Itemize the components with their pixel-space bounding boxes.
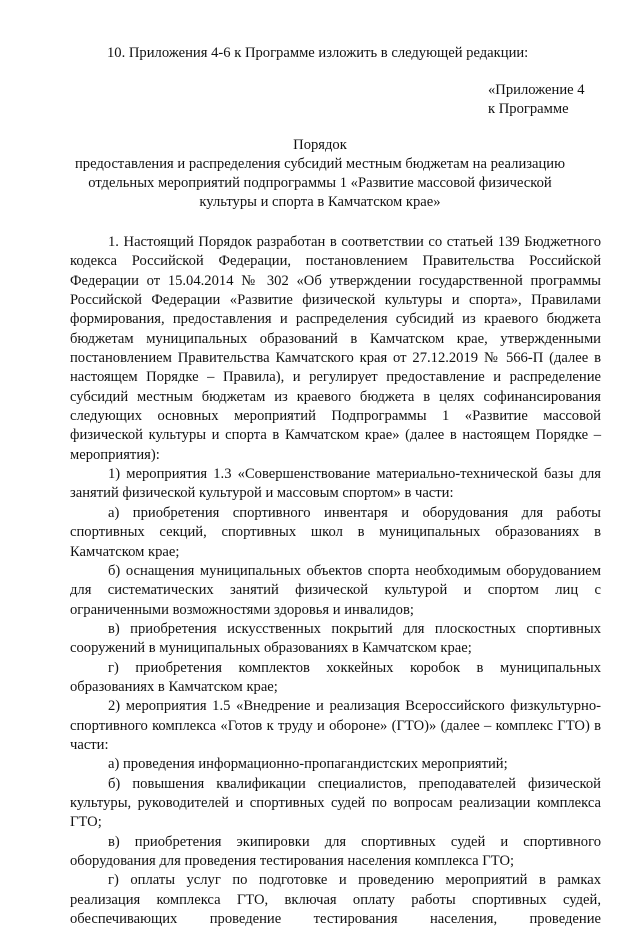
appendix-header <box>488 81 585 119</box>
paragraph: в) приобретения экипировки для спортивных судей и спортивного оборудования для проведения тестирования населения комплекса ГТО; <box>70 833 601 869</box>
appendix-number: «Приложение 4 <box>488 82 585 98</box>
paragraph: 2) мероприятия 1.5 «Внедрение и реализация Всероссийского физкультурно-спортивного комплекса «Готов к труду и обороне» (ГТО)» (далее – комплекс ГТО) в части: <box>70 698 601 753</box>
title-line: культуры и спорта в Камчатском крае» <box>199 194 441 210</box>
title-line: предоставления и распределения субсидий местным бюджетам на реализацию <box>74 156 566 172</box>
paragraph: б) оснащения муниципальных объектов спорта необходимым оборудованием для систематических занятий физической культурой и спортом лиц с ограниченными возможностями здоровья и инвалидов; <box>70 562 601 618</box>
amendment-intro: 10. Приложения 4-6 к Программе изложить в следующей редакции: <box>107 45 529 61</box>
paragraph: г) оплаты услуг по подготовке и проведению мероприятий в рамках реализация комплекса ГТО, включая оплату работы спортивных судей, обеспечивающих проведение тестирования населения, проведение <box>70 872 601 928</box>
title-line: отдельных мероприятий подпрограммы 1 «Развитие массовой физической <box>88 175 552 191</box>
paragraph: б) повышения квалификации специалистов, преподавателей физической культуры, руководителей и спортивных судей по вопросам реализации комплекса ГТО; <box>70 775 601 831</box>
paragraph: 1) мероприятия 1.3 «Совершенствование материально-технической базы для занятий физической культурой и массовым спортом» в части: <box>70 466 601 502</box>
paragraph: в) приобретения искусственных покрытий для плоскостных спортивных сооружений в муниципальных образованиях в Камчатском крае; <box>70 620 601 657</box>
appendix-reference: к Программе <box>488 101 569 117</box>
paragraph: а) проведения информационно-пропагандистских мероприятий; <box>108 756 508 773</box>
paragraph: г) приобретения комплектов хоккейных коробок в муниципальных образованиях в Камчатском крае; <box>70 659 601 695</box>
title-line: Порядок <box>293 137 347 153</box>
paragraph: 1. Настоящий Порядок разработан в соответствии со статьей 139 Бюджетного кодекса Российской Федерации, постановлением Правительства Российской Федерации от 15.04.2014 № 302 «Об утверждении государственной программы Российской Федерации «Развитие физической культуры и спорта», Правилами формирования, предоставления и распределения субсидий из краевого бюджета бюджетам муниципальных образований в Камчатском крае, утвержденными постановлением Правительства Камчатского края от 27.12.2019 № 566-П (далее в настоящем Порядке – Правила), и регулирует предоставление и распределение субсидий местным бюджетам из краевого бюджета в целях софинансирования следующих основных мероприятий Подпрограммы 1 «Развитие массовой физической культуры и спорта в Камчатском крае» (далее в настоящем Порядке – мероприятия): <box>70 234 601 463</box>
document-title <box>40 136 600 212</box>
document-body <box>70 233 601 929</box>
paragraph: а) приобретения спортивного инвентаря и оборудования для работы спортивных секций, спортивных школ в муниципальных образованиях в Камчатском крае; <box>70 504 601 560</box>
